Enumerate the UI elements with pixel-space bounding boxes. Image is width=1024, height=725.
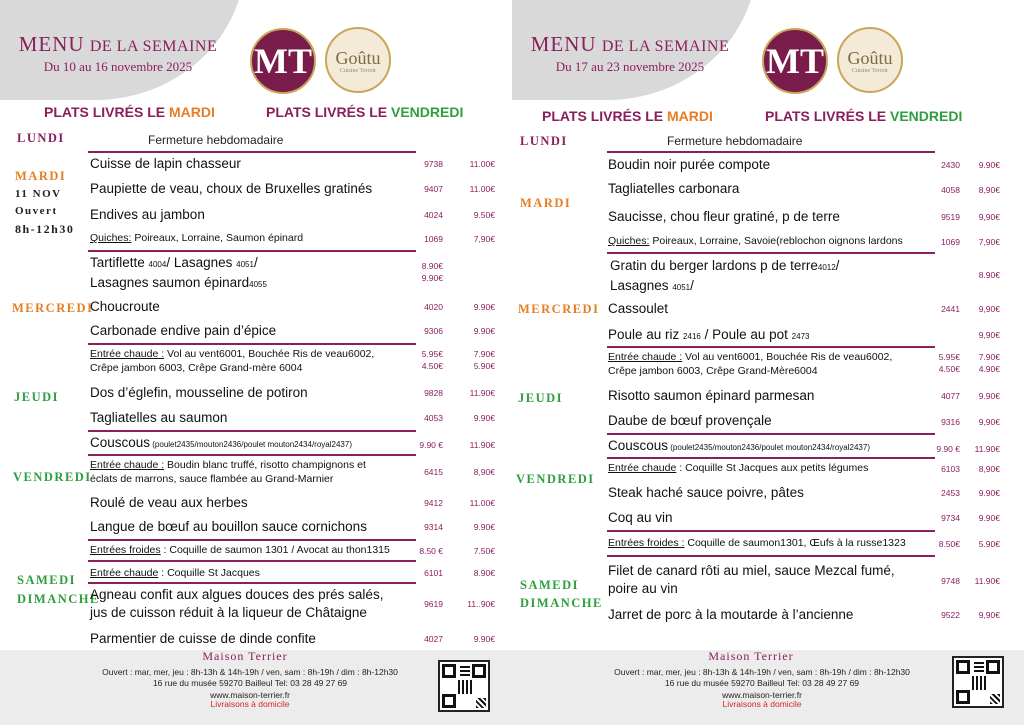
header-vendredi-day: VENDREDI xyxy=(390,104,464,120)
title-semaine: DE LA SEMAINE xyxy=(89,38,218,55)
dish-subcode: 2416 xyxy=(683,332,701,341)
dish-price: 9.90€ xyxy=(978,513,1000,523)
dish-subcode: 4055 xyxy=(249,280,267,289)
dish-price: 5.90€ xyxy=(473,361,495,371)
dish-item: Saucisse, chou fleur gratiné, p de terre xyxy=(608,209,840,224)
closed-notice: Fermeture hebdomadaire xyxy=(148,133,284,147)
dish-text: Boudin blanc truffé, risotto champignons et éclats de marrons, sauce flambée au Grand-Marnier xyxy=(90,459,366,485)
dish-code: 9738 xyxy=(424,159,443,169)
dish-price: 9.90€ xyxy=(421,273,443,283)
dish-price: 9.90€ xyxy=(473,522,495,532)
dish-item xyxy=(608,437,933,457)
dish-item: Tagliatelles carbonara xyxy=(608,181,740,196)
dish-price: 9.90€ xyxy=(473,302,495,312)
dish-code: 9748 xyxy=(941,576,960,586)
header-mardi xyxy=(44,104,215,120)
dish-subcode: 4051 xyxy=(672,283,691,292)
separator xyxy=(607,252,935,254)
dish-price: 11.00€ xyxy=(469,159,495,169)
dish-price: 11.90€ xyxy=(469,440,495,450)
dish-text: / Poule au pot xyxy=(700,327,792,342)
dish-category: Entrée chaude xyxy=(90,567,159,579)
day-lundi: LUNDI xyxy=(17,131,65,145)
header-mardi-day: MARDI xyxy=(168,104,215,120)
dish-price: 8,90€ xyxy=(978,464,1000,474)
footer-website[interactable]: www.maison-terrier.fr xyxy=(722,690,802,700)
title-menu: MENU xyxy=(530,32,597,56)
dish-item: Langue de bœuf au bouillon sauce cornichons xyxy=(90,519,367,534)
separator xyxy=(88,582,416,584)
footer-brand: Maison Terrier xyxy=(202,649,288,663)
dish-code: 2453 xyxy=(941,488,960,498)
dish-code: 6101 xyxy=(424,568,443,578)
dish-text: Poireaux, Lorraine, Savoie(reblochon oignons lardons xyxy=(649,235,903,247)
dish-category: Entrées froides : xyxy=(608,537,685,549)
dish-category: Quiches: xyxy=(608,235,650,247)
dish-item: Carbonade endive pain d’épice xyxy=(90,323,277,338)
dish-code: 9412 xyxy=(424,498,443,508)
day-jeudi: JEUDI xyxy=(14,390,60,404)
dish-code: 9314 xyxy=(424,522,443,532)
dish-price: 4.90€ xyxy=(978,364,1000,374)
holiday-hours: 8h-12h30 xyxy=(15,222,75,236)
header-vendredi-day: VENDREDI xyxy=(889,108,963,124)
dish-price: 4.50€ xyxy=(421,361,443,371)
dish-price: 11.00€ xyxy=(469,498,495,508)
dish-price: 9.90 € xyxy=(419,440,443,450)
header-mardi-day: MARDI xyxy=(666,108,713,124)
dish-price: 9,90€ xyxy=(978,304,1000,314)
day-vendredi: VENDREDI xyxy=(13,470,92,484)
day-mercredi: MERCREDI xyxy=(518,302,600,316)
dish-price: 9.90€ xyxy=(978,160,1000,170)
dish-item xyxy=(608,234,933,248)
dish-price: 8.90€ xyxy=(978,270,1000,280)
separator xyxy=(607,346,935,348)
separator xyxy=(607,457,935,459)
dish-item xyxy=(90,458,390,486)
dish-code: 1069 xyxy=(941,237,960,247)
qr-code-icon[interactable] xyxy=(952,656,1004,708)
goutu-logo xyxy=(325,27,391,93)
menu-title xyxy=(520,33,740,75)
dish-text: : Coquille St Jacques aux petits légumes xyxy=(676,462,869,474)
dish-item xyxy=(90,347,390,375)
dish-price: 9,90€ xyxy=(978,610,1000,620)
dish-text: Lasagnes xyxy=(610,278,673,293)
dish-text: / Lasagnes xyxy=(166,255,237,270)
dish-text: / xyxy=(835,258,840,273)
header-vendredi-prefix: PLATS LIVRÉS LE xyxy=(765,108,890,124)
dish-text: Lasagnes saumon épinard xyxy=(90,275,250,290)
day-mercredi: MERCREDI xyxy=(12,301,94,315)
holiday-open: Ouvert xyxy=(15,205,58,217)
dish-item: Risotto saumon épinard parmesan xyxy=(608,388,815,403)
dish-item: Cuisse de lapin chasseur xyxy=(90,156,241,171)
goutu-logo xyxy=(837,27,903,93)
dish-price: 5.95€ xyxy=(421,349,443,359)
separator xyxy=(88,560,416,562)
dish-item: Dos d’églefin, mousseline de potiron xyxy=(90,385,308,400)
footer-hours: Ouvert : mar, mer, jeu : 8h-13h & 14h-19h / ven, sam : 8h-19h / dim : 8h-12h30 xyxy=(614,667,910,677)
day-dimanche: DIMANCHE xyxy=(17,592,100,606)
dish-item: Boudin noir purée compote xyxy=(608,157,771,172)
dish-item xyxy=(90,231,415,245)
day-mardi: MARDI xyxy=(520,196,572,210)
footer-brand: Maison Terrier xyxy=(708,649,794,663)
dish-code: 9734 xyxy=(941,513,960,523)
dish-price: 8.50€ xyxy=(938,539,960,549)
header-mardi-prefix: PLATS LIVRÉS LE xyxy=(542,108,667,124)
header-vendredi-prefix: PLATS LIVRÉS LE xyxy=(266,104,391,120)
separator xyxy=(88,250,416,252)
header-vendredi xyxy=(266,104,463,120)
separator xyxy=(607,433,935,435)
dish-item xyxy=(610,257,935,297)
dish-price: 8.50 € xyxy=(419,546,443,556)
footer-delivery: Livraisons à domicile xyxy=(722,699,802,709)
dish-price: 9,90€ xyxy=(978,330,1000,340)
dish-price: 8.90€ xyxy=(421,261,443,271)
footer-delivery: Livraisons à domicile xyxy=(210,699,290,709)
dish-detail: (poulet2435/mouton2436/poulet mouton2434/royal2437) xyxy=(668,443,870,452)
dish-price: 9.90€ xyxy=(473,413,495,423)
dish-price: 11..90€ xyxy=(467,599,495,609)
closed-notice: Fermeture hebdomadaire xyxy=(667,134,803,148)
dish-price: 7.50€ xyxy=(473,546,495,556)
dish-text: : Coquille St Jacques xyxy=(158,567,260,579)
dish-code: 9619 xyxy=(424,599,443,609)
dish-code: 9828 xyxy=(424,388,443,398)
dish-code: 4020 xyxy=(424,302,443,312)
footer-hours: Ouvert : mar, mer, jeu : 8h-13h & 14h-19h / ven, sam : 8h-19h / dim : 8h-12h30 xyxy=(102,667,398,677)
dish-price: 8,90€ xyxy=(978,185,1000,195)
dish-code: 4058 xyxy=(941,185,960,195)
dish-category: Entrée chaude xyxy=(608,462,677,474)
dish-text: Poireaux, Lorraine, Saumon épinard xyxy=(131,232,304,244)
dish-detail: (poulet2435/mouton2436/poulet mouton2434/royal2437) xyxy=(150,440,352,449)
dish-item: Parmentier de cuisse de dinde confite xyxy=(90,631,316,646)
day-vendredi: VENDREDI xyxy=(516,472,595,486)
goutu-logo-sub: Cuisine Terroir xyxy=(339,68,377,74)
dish-subcode: 4051 xyxy=(236,260,254,269)
dish-code: 2441 xyxy=(941,304,960,314)
dish-code: 4027 xyxy=(424,634,443,644)
footer-website[interactable]: www.maison-terrier.fr xyxy=(210,690,290,700)
dish-subcode: 4004 xyxy=(148,260,167,269)
dish-code: 9407 xyxy=(424,184,443,194)
menu-dates: Du 10 au 16 novembre 2025 xyxy=(43,59,193,74)
dish-text: Couscous xyxy=(90,435,151,450)
separator xyxy=(88,430,416,432)
dish-code: 4053 xyxy=(424,413,443,423)
dish-subcode: 4012 xyxy=(817,263,836,272)
separator xyxy=(607,151,935,153)
dish-price: 9,90€ xyxy=(978,417,1000,427)
dish-price: 7,90€ xyxy=(473,234,495,244)
dish-code: 6103 xyxy=(941,464,960,474)
goutu-logo-text: Goûtu xyxy=(335,48,381,68)
footer-address: 16 rue du musée 59270 Bailleul Tel: 03 28 49 27 69 xyxy=(664,678,860,688)
day-samedi: SAMEDI xyxy=(17,573,77,587)
dish-price: 4.50€ xyxy=(938,364,960,374)
dish-price: 9,90€ xyxy=(978,212,1000,222)
dish-item: Jarret de porc à la moutarde à l’ancienne xyxy=(608,607,854,622)
separator xyxy=(88,454,416,456)
dish-category: Entrée chaude : xyxy=(90,459,165,471)
dish-text: Coquille de saumon1301, Œufs à la russe1323 xyxy=(684,537,906,549)
dish-item xyxy=(608,536,933,550)
dish-price: 5.90€ xyxy=(978,539,1000,549)
dish-text: Gratin du berger lardons p de terre xyxy=(610,258,818,273)
dish-code: 6415 xyxy=(424,467,443,477)
dish-item: Cassoulet xyxy=(608,301,669,316)
day-samedi: SAMEDI xyxy=(520,578,580,592)
dish-price: 11.90€ xyxy=(974,576,1000,586)
dish-item: Endives au jambon xyxy=(90,207,205,222)
dish-item xyxy=(608,326,933,346)
dish-price: 8.90€ xyxy=(473,568,495,578)
dish-price: 9.90 € xyxy=(936,444,960,454)
dish-code: 9306 xyxy=(424,326,443,336)
dish-price: 8,90€ xyxy=(473,467,495,477)
dish-price: 7.90€ xyxy=(978,352,1000,362)
dish-price: 11.90€ xyxy=(469,388,495,398)
menu-title xyxy=(8,33,228,75)
menu-page-week-2 xyxy=(512,0,1024,725)
day-jeudi: JEUDI xyxy=(518,391,564,405)
dish-price: 7.90€ xyxy=(473,349,495,359)
dish-text: : Coquille de saumon 1301 / Avocat au thon1315 xyxy=(160,544,390,556)
holiday-note: 11 NOV xyxy=(15,188,62,200)
goutu-logo-text: Goûtu xyxy=(847,48,893,68)
dish-item xyxy=(90,566,415,580)
dish-code: 4024 xyxy=(424,210,443,220)
dish-item: Filet de canard rôti au miel, sauce Mezcal fumé, poire au vin xyxy=(608,563,895,596)
dish-code: 9316 xyxy=(941,417,960,427)
dish-item xyxy=(90,543,415,557)
dish-price: 11.90€ xyxy=(974,444,1000,454)
dish-code: 9519 xyxy=(941,212,960,222)
dish-item: Roulé de veau aux herbes xyxy=(90,495,248,510)
footer-address: 16 rue du musée 59270 Bailleul Tel: 03 28 49 27 69 xyxy=(152,678,348,688)
dish-price: 11.00€ xyxy=(469,184,495,194)
title-semaine: DE LA SEMAINE xyxy=(601,38,730,55)
day-lundi: LUNDI xyxy=(520,134,568,148)
dish-item xyxy=(608,461,933,475)
maison-terrier-logo: MT xyxy=(250,28,316,94)
dish-price: 9.50€ xyxy=(473,210,495,220)
dish-item: Daube de bœuf provençale xyxy=(608,413,772,428)
dish-text: / xyxy=(253,255,258,270)
day-dimanche: DIMANCHE xyxy=(520,596,603,610)
separator xyxy=(607,555,935,557)
header-vendredi xyxy=(765,108,962,124)
dish-code: 4077 xyxy=(941,391,960,401)
dish-item xyxy=(90,434,415,454)
dish-price: 7,90€ xyxy=(978,237,1000,247)
dish-item: Tagliatelles au saumon xyxy=(90,410,228,425)
header-mardi-prefix: PLATS LIVRÉS LE xyxy=(44,104,169,120)
dish-item: Choucroute xyxy=(90,299,160,314)
dish-item: Paupiette de veau, choux de Bruxelles gratinés xyxy=(90,181,373,196)
title-menu: MENU xyxy=(18,32,85,56)
separator xyxy=(88,343,416,345)
dish-code: 2430 xyxy=(941,160,960,170)
dish-category: Entrée chaude : xyxy=(608,351,683,363)
dish-item: Steak haché sauce poivre, pâtes xyxy=(608,485,804,500)
menu-dates: Du 17 au 23 novembre 2025 xyxy=(555,59,705,74)
dish-item xyxy=(90,254,415,294)
separator xyxy=(88,151,416,153)
dish-text: Vol au vent6001, Bouchée Ris de veau6002, Crêpe jambon 6003, Crêpe Grand-Mère6004 xyxy=(608,351,893,377)
dish-code: 9522 xyxy=(941,610,960,620)
dish-price: 9.90€ xyxy=(473,634,495,644)
dish-item: Coq au vin xyxy=(608,510,673,525)
dish-category: Entrées froides xyxy=(90,544,161,556)
maison-terrier-logo: MT xyxy=(762,28,828,94)
dish-text: Poule au riz xyxy=(608,327,684,342)
dish-category: Quiches: xyxy=(90,232,132,244)
dish-text: Tartiflette xyxy=(90,255,149,270)
separator xyxy=(607,530,935,532)
dish-text: / xyxy=(690,278,694,293)
dish-text: Couscous xyxy=(608,438,669,453)
dish-item xyxy=(608,350,913,378)
dish-price: 5.95€ xyxy=(938,352,960,362)
day-mardi: MARDI xyxy=(15,169,67,183)
dish-category: Entrée chaude : xyxy=(90,348,165,360)
dish-price: 9.90€ xyxy=(978,391,1000,401)
header-mardi xyxy=(542,108,713,124)
separator xyxy=(88,539,416,541)
dish-text: Vol au vent6001, Bouchée Ris de veau6002, Crêpe jambon 6003, Crêpe Grand-mère 6004 xyxy=(90,348,375,374)
dish-item: Agneau confit aux algues douces des prés salés, jus de cuisson réduit à la liqueur de Châtaigne xyxy=(90,587,384,620)
dish-price: 9.90€ xyxy=(978,488,1000,498)
dish-code: 1069 xyxy=(424,234,443,244)
dish-subcode: 2473 xyxy=(791,332,810,341)
dish-price: 9.90€ xyxy=(473,326,495,336)
qr-code-icon[interactable] xyxy=(438,660,490,712)
goutu-logo-sub: Cuisine Terroir xyxy=(851,68,889,74)
